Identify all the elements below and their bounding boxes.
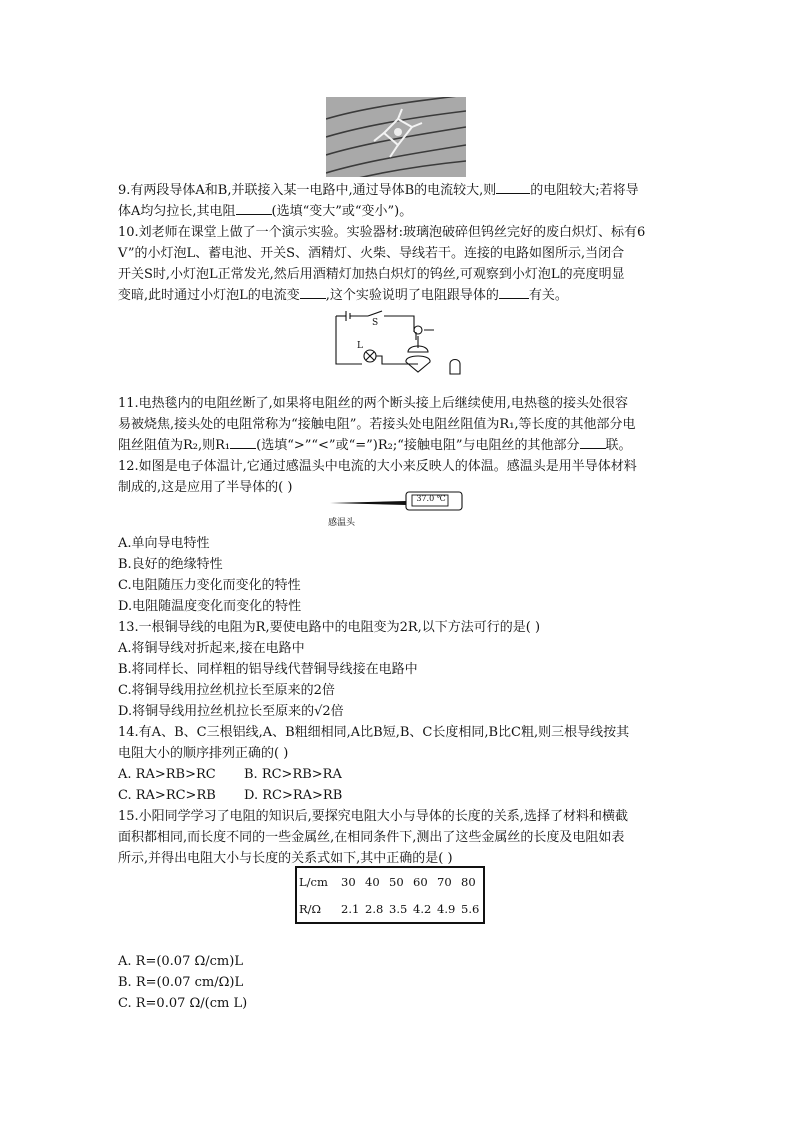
table-cell: 3.5 <box>389 901 408 916</box>
q15-line-1: 15.小阳同学学习了电阻的知识后,要探究电阻大小与导体的长度的关系,选择了材料和横截 <box>118 809 628 824</box>
q13-option-c[interactable]: C.将铜导线用拉丝机拉长至原来的2倍 <box>118 683 335 698</box>
row-header-resistance: R/Ω <box>299 901 322 916</box>
q13-stem: 13.一根铜导线的电阻为R,要使电路中的电阻变为2R,以下方法可行的是( ) <box>118 620 541 635</box>
table-cell: 2.8 <box>365 901 384 916</box>
answer-blank[interactable] <box>580 436 606 449</box>
q15-line-3: 所示,并得出电阻大小与长度的关系式如下,其中正确的是( ) <box>118 851 453 866</box>
probe-label: 感温头 <box>328 518 356 528</box>
q14-option-c[interactable]: C. RA>RC>RB <box>118 788 216 803</box>
q12-option-c[interactable]: C.电阻随压力变化而变化的特性 <box>118 578 301 593</box>
table-cell: 2.1 <box>341 901 360 916</box>
q12-option-b[interactable]: B.良好的绝缘特性 <box>118 557 223 572</box>
table-cell: 80 <box>461 874 476 889</box>
table-cell: 4.9 <box>437 901 456 916</box>
answer-blank[interactable] <box>230 436 256 449</box>
q11-line-3: 阻丝阻值为R₂,则R₁ (选填“>”“<”或“=”)R₂;“接触电阻”与电阻丝的其他部分 联。 <box>118 438 632 453</box>
q15-option-c[interactable]: C. R=0.07 Ω/(cm L) <box>118 996 248 1011</box>
table-row <box>296 867 484 895</box>
q14-option-d[interactable]: D. RC>RA>RB <box>244 788 343 803</box>
q14-option-b[interactable]: B. RC>RB>RA <box>244 767 342 782</box>
q12-option-d[interactable]: D.电阻随温度变化而变化的特性 <box>118 599 302 614</box>
table-cell: 4.2 <box>413 901 432 916</box>
q11-line-1: 11.电热毯内的电阻丝断了,如果将电阻丝的两个断头接上后继续使用,电热毯的接头处很容 <box>118 396 628 411</box>
answer-blank[interactable] <box>499 286 529 299</box>
q12-option-a[interactable]: A.单向导电特性 <box>118 536 210 551</box>
thermometer-display: 37.0 ℃ <box>416 494 446 503</box>
q10-line-3: 开关S时,小灯泡L正常发光,然后用酒精灯加热白炽灯的钨丝,可观察到小灯泡L的亮度明显 <box>118 267 625 282</box>
table-cell: 40 <box>365 874 380 889</box>
q10-line-1: 10.刘老师在课堂上做了一个演示实验。实验器材:玻璃泡破碎但钨丝完好的废白炽灯、标有6 <box>118 225 646 240</box>
top-photo <box>326 97 466 177</box>
row-header-length: L/cm <box>299 874 328 889</box>
q12-line-1: 12.如图是电子体温计,它通过感温头中电流的大小来反映人的体温。感温头是用半导体材料 <box>118 459 637 474</box>
table-cell: 30 <box>341 874 356 889</box>
q11-line-2: 易被烧焦,接头处的电阻常称为“接触电阻”。若接头处电阻丝阻值为R₁,等长度的其他部分电 <box>118 417 636 432</box>
q14-line-2: 电阻大小的顺序排列正确的( ) <box>118 746 289 761</box>
table-cell: 60 <box>413 874 428 889</box>
q9-line-2: 体A均匀拉长,其电阻 (选填“变大”或“变小”)。 <box>118 204 413 219</box>
q13-option-d[interactable]: D.将铜导线用拉丝机拉长至原来的√2倍 <box>118 704 344 719</box>
q15-option-a[interactable]: A. R=(0.07 Ω/cm)L <box>118 954 243 969</box>
q12-line-2: 制成的,这是应用了半导体的( ) <box>118 480 293 495</box>
lamp-label: L <box>357 341 363 351</box>
q9-line-1: 9.有两段导体A和B,并联接入某一电路中,通过导体B的电流较大,则 的电阻较大;若将导 <box>118 183 639 198</box>
q10-line-2: V”的小灯泡L、蓄电池、开关S、酒精灯、火柴、导线若干。连接的电路如图所示,当闭合 <box>118 246 625 261</box>
table-row <box>296 895 484 923</box>
table-cell: 50 <box>389 874 404 889</box>
answer-blank[interactable] <box>300 286 326 299</box>
q15-option-b[interactable]: B. R=(0.07 cm/Ω)L <box>118 975 244 990</box>
q15-line-2: 面积都相同,而长度不同的一些金属丝,在相同条件下,测出了这些金属丝的长度及电阻如表 <box>118 830 625 845</box>
table-cell: 5.6 <box>461 901 480 916</box>
q13-option-b[interactable]: B.将同样长、同样粗的铝导线代替铜导线接在电路中 <box>118 662 418 677</box>
q14-option-a[interactable]: A. RA>RB>RC <box>118 767 216 782</box>
q10-line-4: 变暗,此时通过小灯泡L的电流变 ,这个实验说明了电阻跟导体的 有关。 <box>118 288 568 303</box>
q14-line-1: 14.有A、B、C三根铝线,A、B粗细相同,A比B短,B、C长度相同,B比C粗,则三根导线按其 <box>118 725 630 740</box>
answer-blank[interactable] <box>236 202 272 215</box>
answer-blank[interactable] <box>496 181 530 194</box>
length-resistance-table <box>295 866 485 924</box>
switch-label: S <box>372 318 379 328</box>
circuit-diagram <box>330 310 470 382</box>
q13-option-a[interactable]: A.将铜导线对折起来,接在电路中 <box>118 641 305 656</box>
table-cell: 70 <box>437 874 452 889</box>
